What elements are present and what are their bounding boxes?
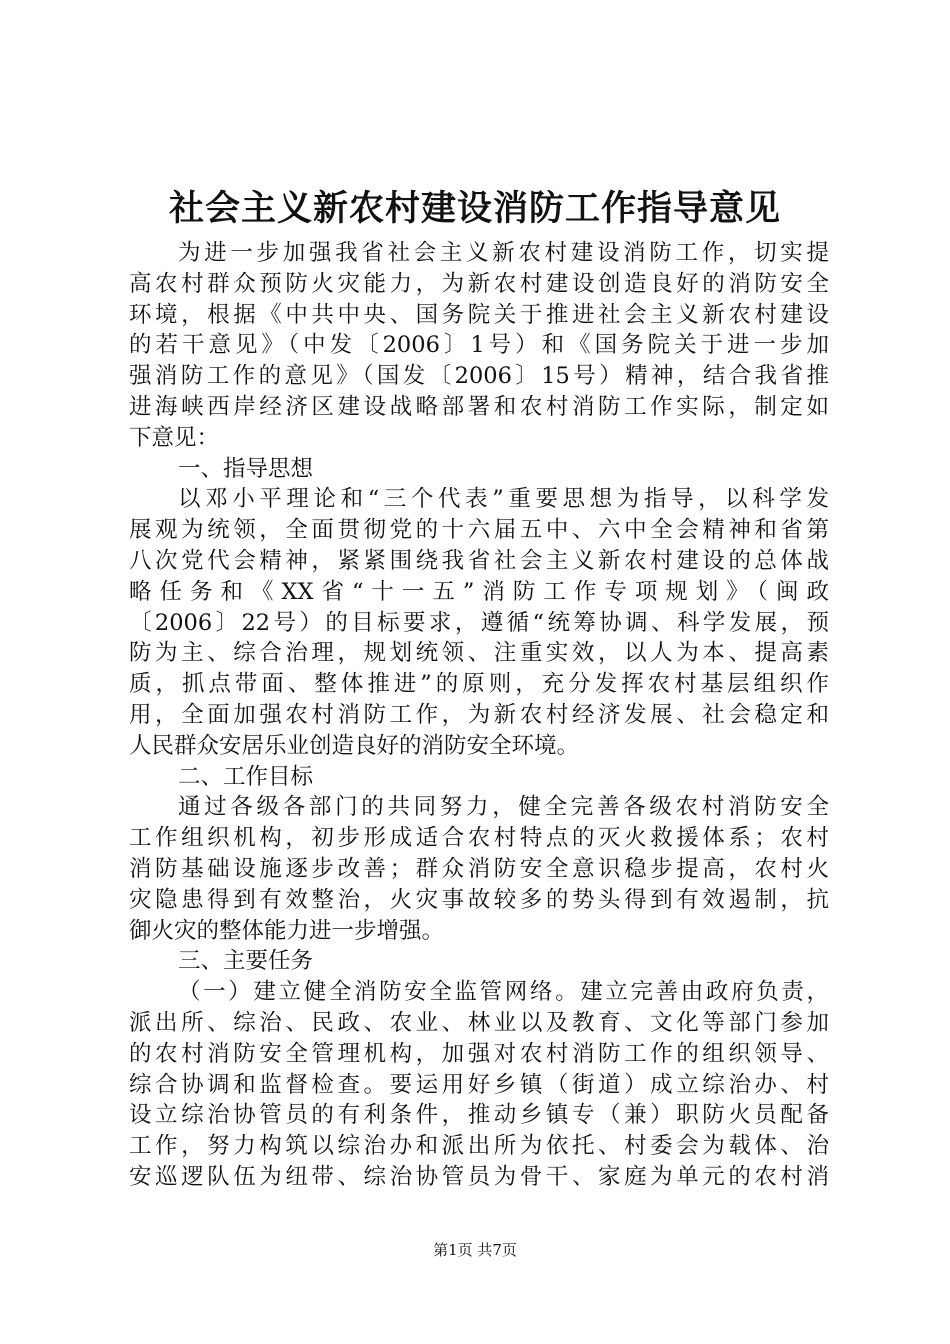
- section-heading: 二、工作目标: [178, 763, 314, 790]
- text-line: 进海峡西岸经济区建设战略部署和农村消防工作实际，制定如: [129, 393, 829, 420]
- text-line: 御火灾的整体能力进一步增强。: [129, 917, 445, 944]
- document-body: [129, 238, 829, 1193]
- text-line: 通过各级各部门的共同努力，健全完善各级农村消防安全: [178, 794, 829, 821]
- text-line: 展观为统领，全面贯彻党的十六届五中、六中全会精神和省第: [129, 517, 829, 544]
- text-line: 环境，根据《中共中央、国务院关于推进社会主义新农村建设: [129, 301, 829, 328]
- text-line: （一）建立健全消防安全监管网络。建立完善由政府负责，: [178, 979, 829, 1006]
- text-line: 综合协调和监督检查。要运用好乡镇（街道）成立综治办、村: [129, 1071, 829, 1098]
- text-line: 〔2006〕22号）的目标要求，遵循“统筹协调、科学发展，预: [129, 609, 829, 636]
- text-line: 的若干意见》（中发〔2006〕1号）和《国务院关于进一步加: [129, 332, 829, 359]
- text-line: 工作，努力构筑以综治办和派出所为依托、村委会为载体、治: [129, 1133, 829, 1160]
- text-line: 八次党代会精神，紧紧围绕我省社会主义新农村建设的总体战: [129, 547, 829, 574]
- text-line: 设立综治协管员的有利条件，推动乡镇专（兼）职防火员配备: [129, 1102, 829, 1129]
- text-line: 为进一步加强我省社会主义新农村建设消防工作，切实提: [178, 240, 829, 266]
- text-line: 人民群众安居乐业创造良好的消防安全环境。: [129, 732, 580, 759]
- text-line: 工作组织机构，初步形成适合农村特点的灭火救援体系；农村: [129, 825, 829, 852]
- text-line: 略任务和《XX省“十一五”消防工作专项规划》（闽政: [129, 578, 829, 605]
- text-line: 防为主、综合治理，规划统领、注重实效，以人为本、提高素: [129, 640, 829, 667]
- text-line: 质，抓点带面、整体推进”的原则，充分发挥农村基层组织作: [129, 671, 829, 698]
- text-line: 用，全面加强农村消防工作，为新农村经济发展、社会稳定和: [129, 701, 829, 728]
- text-line: 派出所、综治、民政、农业、林业以及教育、文化等部门参加: [129, 1009, 829, 1036]
- document-title: 社会主义新农村建设消防工作指导意见: [168, 188, 781, 229]
- text-line: 消防基础设施逐步改善；群众消防安全意识稳步提高，农村火: [129, 855, 829, 882]
- text-line: 灾隐患得到有效整治，火灾事故较多的势头得到有效遏制，抗: [129, 886, 829, 913]
- text-line: 安巡逻队伍为纽带、综治协管员为骨干、家庭为单元的农村消: [129, 1163, 829, 1190]
- text-line: 下意见：: [129, 424, 220, 451]
- section-heading: 一、指导思想: [178, 455, 314, 482]
- text-line: 高农村群众预防火灾能力，为新农村建设创造良好的消防安全: [129, 270, 829, 297]
- section-heading: 三、主要任务: [178, 948, 314, 975]
- text-line: 强消防工作的意见》（国发〔2006〕15号）精神，结合我省推: [129, 363, 829, 390]
- page-footer: 第1页 共7页: [433, 1241, 517, 1259]
- text-line: 以邓小平理论和“三个代表”重要思想为指导，以科学发: [178, 486, 829, 513]
- text-line: 的农村消防安全管理机构，加强对农村消防工作的组织领导、: [129, 1040, 829, 1067]
